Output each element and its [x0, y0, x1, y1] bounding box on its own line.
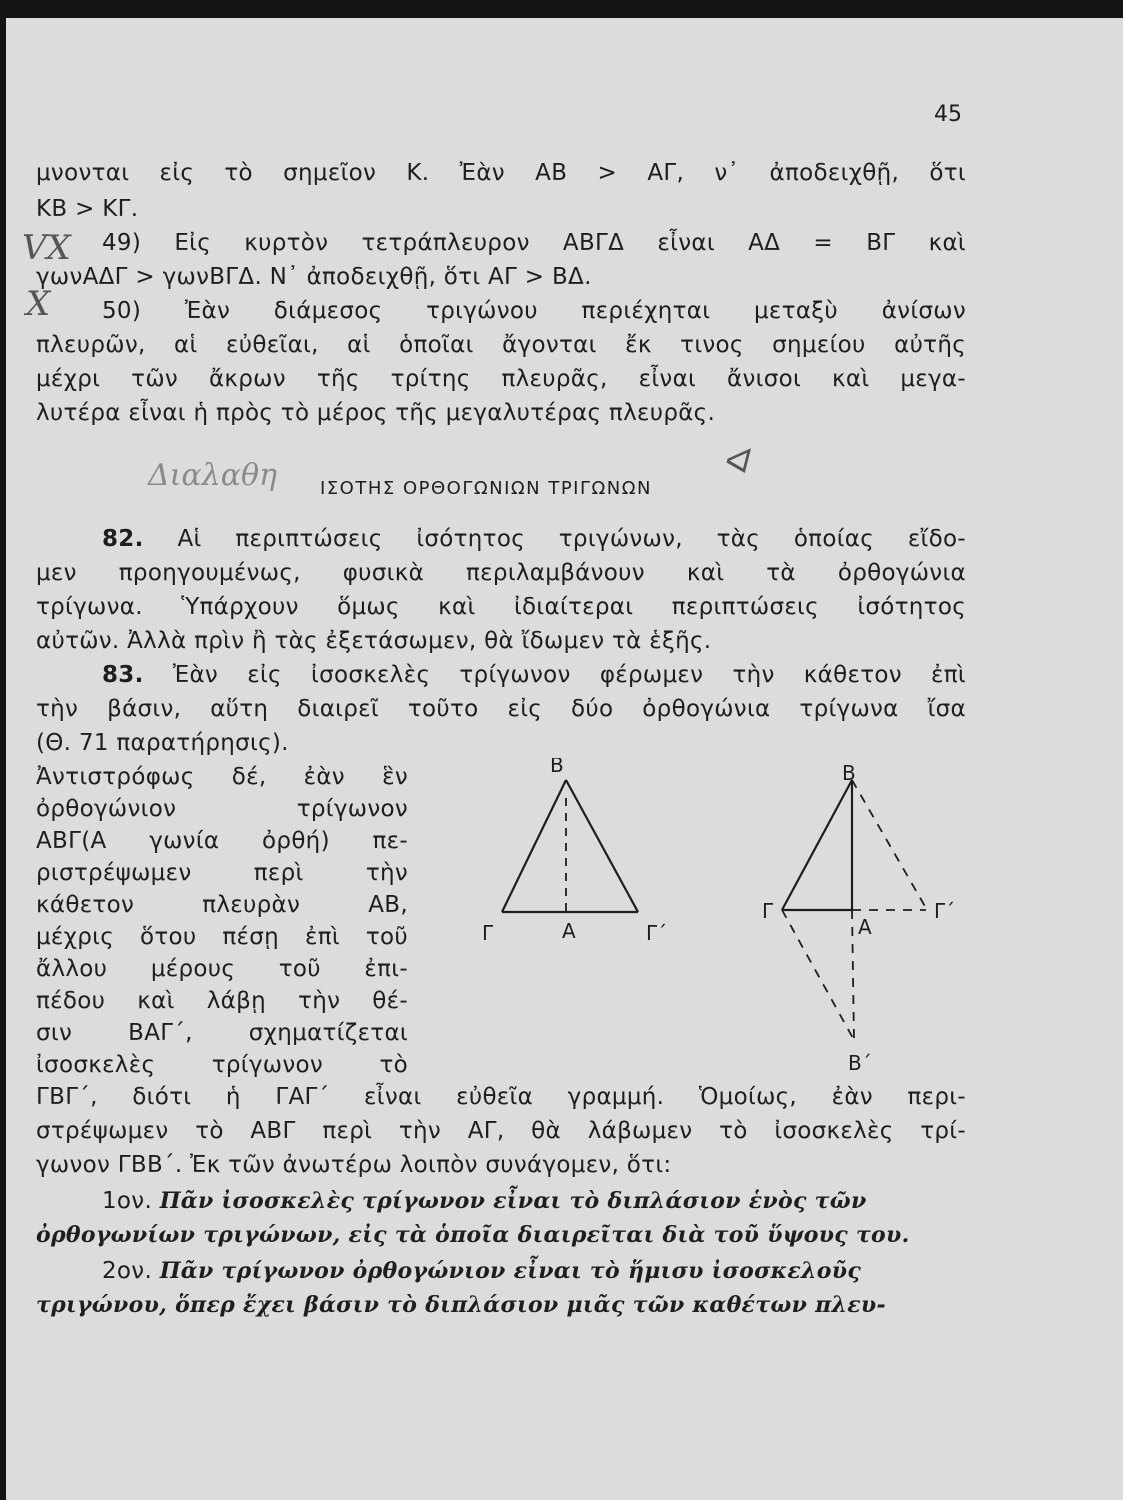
text-line: πέδου καὶ λάβῃ τὴν θέ-	[36, 988, 408, 1014]
side-gb	[502, 780, 566, 912]
exercise-50: 50) Ἐὰν διάμεσος τριγώνου περιέχηται μεταξὺ ἀνίσων	[102, 298, 966, 324]
handwritten-margin-mark: VX	[22, 228, 71, 268]
text-line: μέχρις ὅτου πέσῃ ἐπὶ τοῦ	[36, 924, 408, 950]
exercise-49: 49) Εἰς κυρτὸν τετράπλευρον ΑΒΓΔ εἶναι ΑΔ = ΒΓ καὶ	[102, 230, 966, 256]
conclusion-text: τριγώνου, ὅπερ ἔχει βάσιν τὸ διπλάσιον μιᾶς τῶν καθέτων πλευ-	[36, 1292, 886, 1318]
paragraph-number: 82.	[102, 526, 144, 552]
paragraph-text: Ἐὰν εἰς ἰσοσκελὲς τρίγωνον φέρωμεν τὴν κάθετον ἐπὶ	[172, 662, 966, 688]
text-line: στρέψωμεν τὸ ΑΒΓ περὶ τὴν ΑΓ, θὰ λάβωμεν τὸ ἰσοσκελὲς τρί-	[36, 1118, 966, 1144]
conclusion-1	[102, 1188, 867, 1214]
label-a: Α	[562, 919, 576, 943]
text-line: (Θ. 71 παρατήρησις).	[36, 730, 289, 756]
text-line: ἄλλου μέρους τοῦ ἐπι-	[36, 956, 408, 982]
label-g: Γ	[482, 921, 494, 945]
text-line: μεν προηγουμένως, φυσικὰ περιλαμβάνουν καὶ τὰ ὀρθογώνια	[36, 560, 966, 586]
handwritten-note: Διαλαθη	[148, 458, 277, 493]
conclusion-label: 1ον.	[102, 1188, 153, 1214]
label-b: Β	[550, 758, 564, 777]
text-line: ΚΒ > ΚΓ.	[36, 196, 139, 222]
side-bg2	[566, 780, 638, 912]
label-a: Α	[858, 915, 872, 939]
text-line: σιν ΒΑΓ΄, σχηματίζεται	[36, 1020, 408, 1046]
figure-right	[782, 780, 926, 1040]
handwritten-margin-x: X	[26, 284, 51, 324]
label-g: Γ	[762, 899, 774, 923]
text-line: γωνΑΔΓ > γωνΒΓΔ. Ν᾿ ἀποδειχθῇ, ὅτι ΑΓ > ΒΔ.	[36, 264, 592, 290]
section-heading: ΙΣΟΤΗΣ ΟΡΘΟΓΩΝΙΩΝ ΤΡΙΓΩΝΩΝ	[320, 478, 652, 499]
dashed-ab2	[852, 910, 854, 1040]
book-page	[6, 18, 1123, 1500]
text-line: Ἀντιστρόφως δέ, ἐὰν ἓν	[36, 764, 408, 790]
text-line: μέχρι τῶν ἄκρων τῆς τρίτης πλευρᾶς, εἶναι ἄνισοι καὶ μεγα-	[36, 366, 966, 392]
side-gb	[782, 780, 852, 910]
text-line: αὐτῶν. Ἀλλὰ πρὶν ἢ τὰς ἐξετάσωμεν, θὰ ἴδωμεν τὰ ἑξῆς.	[36, 628, 712, 654]
page-number: 45	[934, 102, 962, 127]
label-b: Β	[842, 761, 856, 785]
text-line: κάθετον πλευρὰν ΑΒ,	[36, 892, 408, 918]
text-line: πλευρῶν, αἱ εὐθεῖαι, αἱ ὁποῖαι ἄγονται ἔκ τινος σημείου αὐτῆς	[36, 332, 966, 358]
dashed-gb2	[782, 910, 854, 1040]
conclusion-text: Πᾶν τρίγωνον ὀρθογώνιον εἶναι τὸ ἥμισυ ἰσοσκελοῦς	[159, 1258, 862, 1284]
label-g-prime: Γ΄	[646, 921, 668, 945]
text-line: ΑΒΓ(Α γωνία ὀρθή) πε-	[36, 828, 408, 854]
text-line: τὴν βάσιν, αὕτη διαιρεῖ τοῦτο εἰς δύο ὀρθογώνια τρίγωνα ἴσα	[36, 696, 966, 722]
text-line: ὀρθογώνιον τρίγωνον	[36, 796, 408, 822]
label-b-prime: Β΄	[848, 1051, 872, 1075]
conclusion-text: ὀρθογωνίων τριγώνων, εἰς τὰ ὁποῖα διαιρεῖται διὰ τοῦ ὕψους του.	[36, 1222, 910, 1248]
handwritten-symbol: ᐊ	[722, 442, 749, 482]
paragraph-82-first	[102, 526, 966, 552]
text-line: ἰσοσκελὲς τρίγωνον τὸ	[36, 1052, 408, 1078]
text-line: ΓΒΓ΄, διότι ἡ ΓΑΓ΄ εἶναι εὐθεῖα γραμμή. Ὁμοίως, ἐὰν περι-	[36, 1084, 966, 1110]
text-line: ριστρέψωμεν περὶ τὴν	[36, 860, 408, 886]
conclusion-label: 2ον.	[102, 1258, 153, 1284]
conclusion-2	[102, 1258, 861, 1284]
paragraph-text: Αἱ περιπτώσεις ἰσότητος τριγώνων, τὰς ὁποίας εἴδο-	[177, 526, 966, 552]
paragraph-number: 83.	[102, 662, 144, 688]
figure-left	[502, 780, 638, 912]
text-line: λυτέρα εἶναι ἡ πρὸς τὸ μέρος τῆς μεγαλυτέρας πλευρᾶς.	[36, 400, 716, 426]
triangle-figures	[476, 758, 966, 1088]
conclusion-text: Πᾶν ἰσοσκελὲς τρίγωνον εἶναι τὸ διπλάσιον ἑνὸς τῶν	[159, 1188, 867, 1214]
text-line: μνονται εἰς τὸ σημεῖον Κ. Ἐὰν ΑΒ > ΑΓ, ν᾿ ἀποδειχθῇ, ὅτι	[36, 160, 966, 186]
dashed-bg2	[852, 780, 926, 908]
text-line: τρίγωνα. Ὑπάρχουν ὅμως καὶ ἰδιαίτεραι περιπτώσεις ἰσότητος	[36, 594, 966, 620]
text-line: γωνον ΓΒΒ΄. Ἐκ τῶν ἀνωτέρω λοιπὸν συνάγομεν, ὅτι:	[36, 1152, 672, 1178]
paragraph-83-first	[102, 662, 966, 688]
label-g-prime: Γ΄	[934, 899, 956, 923]
